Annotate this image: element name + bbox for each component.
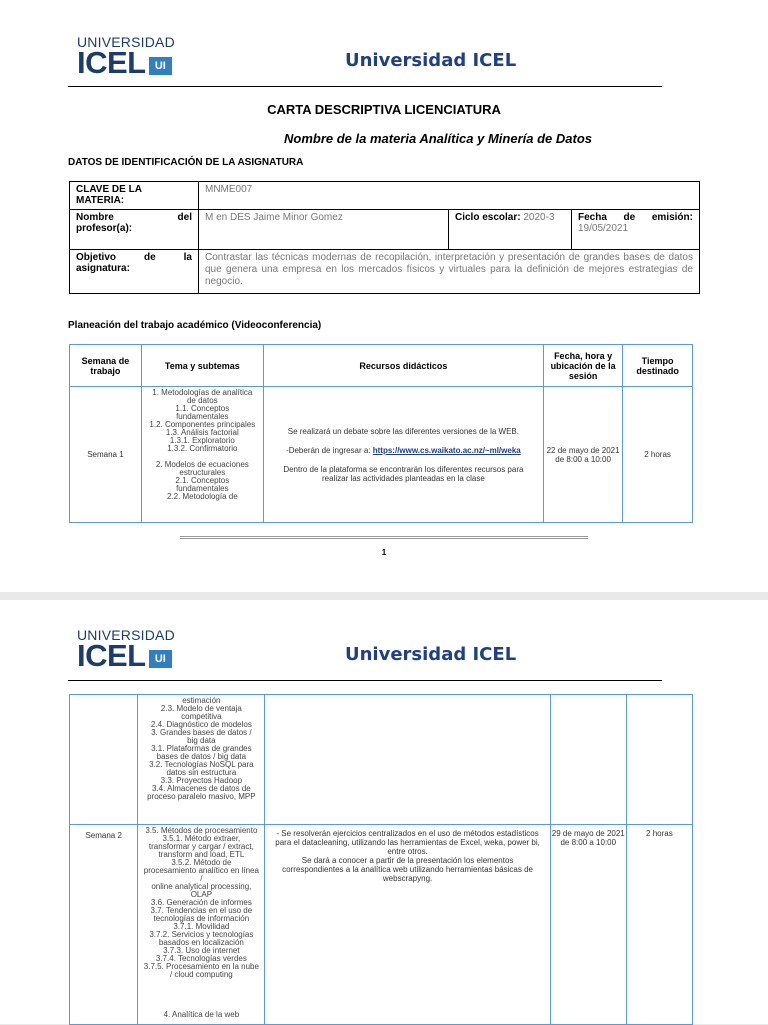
- university-logo: [77, 34, 175, 80]
- clave-value: MNME007: [199, 182, 700, 210]
- col-fecha: Fecha, hora y ubicación de la sesión: [544, 345, 623, 387]
- table-row: [70, 387, 693, 523]
- university-logo: UNIVERSIDAD ICEL UI: [77, 627, 175, 673]
- nombre-label: Nombre del profesor(a):: [70, 210, 199, 250]
- resources-cell: [265, 695, 550, 825]
- week-cell: Semana 1: [70, 387, 142, 523]
- identification-table: [69, 181, 700, 294]
- page-header-title: Universidad ICEL: [345, 644, 517, 665]
- logo-badge: UI: [149, 57, 172, 75]
- header-rule: [68, 86, 662, 87]
- date-cell: [550, 695, 626, 825]
- col-semana: Semana de trabajo: [70, 345, 142, 387]
- datos-heading: DATOS DE IDENTIFICACIÓN DE LA ASIGNATURA: [68, 157, 304, 168]
- objetivo-value: Contrastar las técnicas modernas de recopilación, interpretación y presentación de grandes bases de datos que genera una empresa en los mercados físicos y virtuales para la definición de mejores estrategias de negocio.: [199, 250, 700, 294]
- topics-cell: estimación 2.3. Modelo de ventaja competitiva 2.4. Diagnóstico de modelos 3. Grandes bases de datos / big data 3.1. Plataformas de grandes bases de datos / big data 3.2. Tecnologías NoSQL para datos sin estructura 3.3. Proyectos Hadoop 3.4. Almacenes de datos de proceso paralelo masivo, MPP: [138, 695, 265, 825]
- topics-cell: 1. Metodologías de analítica de datos 1.1. Conceptos fundamentales 1.2. Componentes principales 1.3. Análisis factorial 1.3.1. Exploratorio 1.3.2. Confirmatorio 2. Modelos de ecuaciones estructurales 2.1. Conceptos fundamentales 2.2. Metodología de: [141, 387, 263, 523]
- plan-table-continued: [69, 694, 693, 1025]
- page-number: 1: [381, 548, 387, 557]
- date-cell: 22 de mayo de 2021 de 8:00 a 10:00: [544, 387, 623, 523]
- col-tiempo: Tiempo destinado: [623, 345, 693, 387]
- time-cell: 2 horas: [626, 825, 692, 1025]
- resources-cell: - Se resolverán ejercicios centralizados en el uso de métodos estadísticos para el datacleaning, utilizando las herramientas de Excel, weka, power bi, entre otros. Se dará a conocer a partir de la presentación los elementos correspondientes a la analítica web utilizando herramientas básicas de webscrapyng.: [265, 825, 550, 1025]
- fecha-cell: Fecha de emisión: 19/05/2021: [572, 210, 700, 250]
- weka-link[interactable]: https://www.cs.waikato.ac.nz/~ml/weka: [372, 445, 521, 455]
- materia-title: Nombre de la materia Analítica y Minería de Datos: [283, 131, 592, 146]
- logo-main-text: ICEL: [77, 45, 146, 80]
- ciclo-cell: Ciclo escolar: 2020-3: [449, 210, 572, 250]
- week-cell: Semana 2: [70, 825, 138, 1025]
- profesor-value: M en DES Jaime Minor Gomez: [199, 210, 449, 250]
- table-row: [70, 695, 693, 825]
- plan-heading: Planeación del trabajo académico (Videoconferencia): [68, 320, 322, 331]
- objetivo-label: Objetivo de la asignatura:: [70, 250, 199, 294]
- footer-rule: [180, 536, 588, 539]
- table-row: [70, 825, 693, 1025]
- date-cell: 29 de mayo de 2021 de 8:00 a 10:00: [550, 825, 626, 1025]
- clave-label: CLAVE DE LA MATERIA:: [70, 182, 199, 210]
- carta-title: CARTA DESCRIPTIVA LICENCIATURA: [267, 102, 501, 117]
- page-header-title: Universidad ICEL: [345, 50, 517, 71]
- topics-cell: 3.5. Métodos de procesamiento 3.5.1. Método extraer, transformar y cargar / extract, transform and load, ETL 3.5.2. Método de procesamiento analítico en línea / online analytical processing, OLAP 3.6. Generación de informes 3.7. Tendencias en el uso de tecnologías de información 3.7.1. Movilidad 3.7.2. Servicios y tecnologías basados en localización 3.7.3. Uso de internet 3.7.4. Tecnologías verdes 3.7.5. Procesamiento en la nube / cloud computing 4. Analítica de la web: [138, 825, 265, 1025]
- resources-cell: Se realizará un debate sobre las diferentes versiones de la WEB. -Deberán de ingresar a: https://www.cs.waikato.ac.nz/~ml/weka Dentro de la plataforma se encontrarán los diferentes recursos para realizar las actividades planteadas en la clase: [263, 387, 543, 523]
- time-cell: [626, 695, 692, 825]
- header-rule: [68, 680, 662, 681]
- time-cell: 2 horas: [623, 387, 693, 523]
- week-cell: [70, 695, 138, 825]
- col-tema: Tema y subtemas: [141, 345, 263, 387]
- logo-top-text: UNIVERSIDAD: [77, 34, 175, 50]
- plan-table: [69, 344, 693, 523]
- col-recursos: Recursos didácticos: [263, 345, 543, 387]
- document-page-2: [0, 600, 768, 1024]
